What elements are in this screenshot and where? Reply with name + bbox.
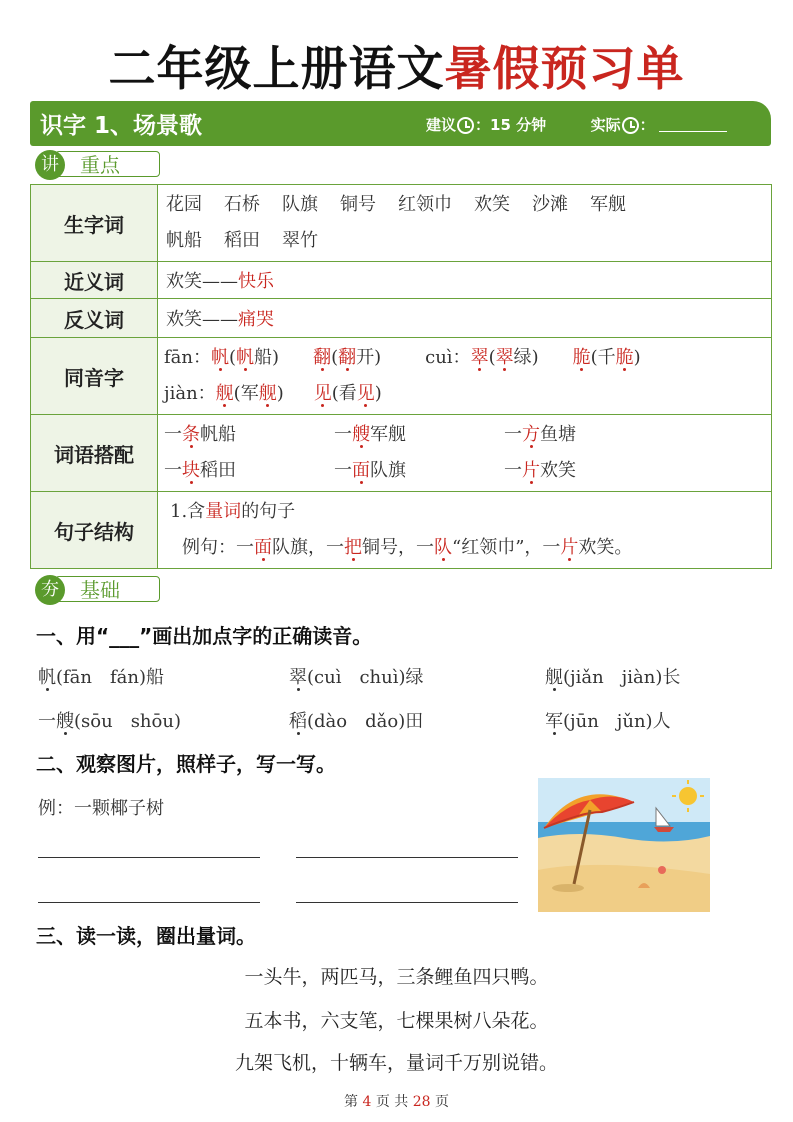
sentence-text: “红领巾”，一 xyxy=(452,537,561,558)
homophone-char: 脆 xyxy=(572,347,591,368)
time-info xyxy=(426,114,727,135)
basic-section-label: 基础 xyxy=(55,576,160,602)
q1-item xyxy=(38,663,164,689)
homophone-char: 翻 xyxy=(338,347,357,368)
noun: 队旗 xyxy=(370,460,406,481)
example-sentence xyxy=(170,530,763,566)
noun: 欢笑 xyxy=(540,460,576,481)
word: 铜号 xyxy=(340,194,376,215)
measure-word: 块 xyxy=(182,460,200,481)
word: 翠竹 xyxy=(282,230,318,251)
key-section-label: 重点 xyxy=(55,151,160,177)
footer-mid: 页 共 xyxy=(375,1094,409,1110)
paren: ) xyxy=(276,383,284,404)
clock-icon xyxy=(457,117,474,134)
q3-heading: 三、读一读，圈出量词。 xyxy=(36,924,256,948)
row-label: 反义词 xyxy=(31,299,158,338)
dotted-char: 翠 xyxy=(289,667,307,688)
measure-word: 面 xyxy=(254,537,272,558)
pinyin-cui: cuì： xyxy=(425,347,471,368)
q1-item xyxy=(545,707,671,733)
homophone-char: 帆 xyxy=(236,347,255,368)
homophone-char: 翠 xyxy=(470,347,489,368)
sentence-type xyxy=(170,494,763,530)
word: 石桥 xyxy=(224,194,260,215)
lesson-title: 识字 1、场景歌 xyxy=(40,113,203,139)
dotted-char: 军 xyxy=(545,711,563,732)
sentence-type-post: 的句子 xyxy=(241,501,296,522)
word: 帆船 xyxy=(166,230,202,251)
word: 红领巾 xyxy=(398,194,452,215)
homophone-char: 帆 xyxy=(211,347,229,368)
q1-item xyxy=(289,663,424,689)
homophone-line2 xyxy=(164,376,763,412)
pinyin-options[interactable]: (cuì chuì) xyxy=(307,667,406,688)
row-label: 生字词 xyxy=(31,185,158,262)
numeral: 一 xyxy=(38,711,56,732)
measure-word: 片 xyxy=(560,537,579,558)
new-words-line2 xyxy=(166,223,763,259)
homophone-line1 xyxy=(164,340,763,376)
q1-item xyxy=(289,707,423,733)
antonym-answer: 痛哭 xyxy=(238,309,274,330)
lecture-icon: 讲 xyxy=(35,150,65,180)
numeral: 一 xyxy=(334,424,352,445)
pinyin-jian: jiàn： xyxy=(164,383,216,404)
row-label: 词语搭配 xyxy=(31,415,158,492)
actual-time-blank[interactable] xyxy=(659,117,727,132)
word: 稻田 xyxy=(224,230,260,251)
paren: ) xyxy=(374,383,382,404)
q1-item xyxy=(38,707,181,733)
dotted-char: 舰 xyxy=(545,667,563,688)
measure-word: 艘 xyxy=(352,424,370,445)
verse-line: 九架飞机，十辆车，量词千万别说错。 xyxy=(234,1052,558,1074)
table-row xyxy=(31,415,772,492)
numeral: 一 xyxy=(504,460,522,481)
word: 欢笑 xyxy=(474,194,510,215)
noun: 鱼塘 xyxy=(540,424,576,445)
collocation xyxy=(504,453,674,489)
example-rest: (千 xyxy=(590,347,616,368)
lesson-bar xyxy=(30,101,771,146)
table-row xyxy=(31,338,772,415)
example-rest: 绿) xyxy=(513,347,539,368)
sentence-text: 队旗，一 xyxy=(272,537,344,558)
homophone-char: 翠 xyxy=(495,347,514,368)
measure-word: 方 xyxy=(522,424,540,445)
collocation xyxy=(334,453,504,489)
footer-post: 页 xyxy=(435,1094,449,1110)
numeral: 一 xyxy=(504,424,522,445)
collocation xyxy=(164,417,334,453)
example-rest: 船) xyxy=(254,347,280,368)
title-part2: 暑假预习单 xyxy=(444,42,685,97)
example-label: 例句： xyxy=(182,537,236,558)
suggest-value: ：15 分钟 xyxy=(475,116,547,134)
title-part1: 二年级上册语文 xyxy=(108,42,445,97)
table-row xyxy=(31,299,772,338)
numeral: 一 xyxy=(164,424,182,445)
numeral: 一 xyxy=(164,460,182,481)
measure-word: 条 xyxy=(182,424,200,445)
homophone-char: 舰 xyxy=(215,383,234,404)
answer-line[interactable] xyxy=(296,857,518,858)
noun: 帆船 xyxy=(200,424,236,445)
q2-heading: 二、观察图片，照样子，写一写。 xyxy=(36,752,336,776)
homophone-char: 翻 xyxy=(313,347,332,368)
word-rest: 人 xyxy=(652,711,671,732)
word-rest: 长 xyxy=(662,667,681,688)
beach-umbrella-picture xyxy=(538,778,710,912)
page-footer xyxy=(0,1091,793,1111)
key-points-table xyxy=(30,184,772,569)
paren: ( xyxy=(331,347,339,368)
measure-word: 队 xyxy=(434,537,452,558)
homophone-char: 舰 xyxy=(258,383,277,404)
dotted-char: 帆 xyxy=(38,667,56,688)
table-row xyxy=(31,262,772,299)
word: 队旗 xyxy=(282,194,318,215)
homophone-char: 见 xyxy=(356,383,375,404)
pinyin-options[interactable]: (jūn jǔn) xyxy=(563,711,653,732)
new-words-line1 xyxy=(166,187,763,223)
row-label: 近义词 xyxy=(31,262,158,299)
paren: ( xyxy=(488,347,496,368)
table-row xyxy=(31,492,772,569)
total-pages: 28 xyxy=(412,1094,431,1110)
synonym-word: 欢笑—— xyxy=(166,271,238,292)
word-rest: 田 xyxy=(405,711,424,732)
numeral: 一 xyxy=(334,460,352,481)
collocation xyxy=(334,417,504,453)
measure-word: 把 xyxy=(344,537,362,558)
pinyin-options[interactable]: (jiǎn jiàn) xyxy=(563,667,663,688)
example-rest: 开) xyxy=(356,347,382,368)
dotted-char: 稻 xyxy=(289,711,307,732)
sentence-type-key: 量词 xyxy=(205,501,242,522)
sentence-type-pre: 1.含 xyxy=(170,501,206,522)
word: 军舰 xyxy=(590,194,626,215)
actual-label: 实际 xyxy=(590,116,621,134)
clock-icon xyxy=(622,117,639,134)
basics-icon: 夯 xyxy=(35,575,65,605)
footer-pre: 第 xyxy=(343,1094,358,1110)
table-row xyxy=(31,185,772,262)
paren: ( xyxy=(229,347,237,368)
measure-word: 面 xyxy=(352,460,370,481)
paren: ) xyxy=(633,347,641,368)
page-number: 4 xyxy=(362,1094,372,1110)
measure-word: 片 xyxy=(522,460,540,481)
actual-colon: ： xyxy=(639,116,655,134)
antonym-word: 欢笑—— xyxy=(166,309,238,330)
sentence-text: 一 xyxy=(236,537,254,558)
homophone-char: 见 xyxy=(313,383,332,404)
example-rest: (看 xyxy=(331,383,357,404)
collocation-line1 xyxy=(164,417,763,453)
dotted-char: 艘 xyxy=(56,711,74,732)
suggest-label: 建议 xyxy=(426,116,457,134)
homophone-char: 脆 xyxy=(615,347,634,368)
verse-line: 一头牛，两匹马，三条鲤鱼四只鸭。 xyxy=(244,966,549,988)
q2-example: 例：一颗椰子树 xyxy=(38,798,164,819)
pinyin-options[interactable]: (dào dǎo) xyxy=(307,711,406,732)
collocation xyxy=(504,417,674,453)
synonym-answer: 快乐 xyxy=(238,271,274,292)
q1-heading: 一、用“___”画出加点字的正确读音。 xyxy=(36,624,373,648)
noun: 军舰 xyxy=(370,424,406,445)
word-rest: 船 xyxy=(146,667,165,688)
collocation xyxy=(164,453,334,489)
verse-line: 五本书，六支笔，七棵果树八朵花。 xyxy=(244,1010,549,1032)
answer-line[interactable] xyxy=(38,902,260,903)
word: 花园 xyxy=(166,194,202,215)
sentence-text: 铜号，一 xyxy=(362,537,434,558)
word: 沙滩 xyxy=(532,194,568,215)
pinyin-fan: fān： xyxy=(164,347,211,368)
row-label: 同音字 xyxy=(31,338,158,415)
q1-item xyxy=(545,663,680,689)
collocation-line2 xyxy=(164,453,763,489)
word-rest: 绿 xyxy=(405,667,424,688)
answer-line[interactable] xyxy=(38,857,260,858)
page-title xyxy=(0,32,793,99)
row-label: 句子结构 xyxy=(31,492,158,569)
noun: 稻田 xyxy=(200,460,236,481)
sentence-text: 欢笑。 xyxy=(578,537,633,558)
example-rest: (军 xyxy=(233,383,259,404)
pinyin-options[interactable]: (sōu shōu) xyxy=(74,711,181,732)
pinyin-options[interactable]: (fān fán) xyxy=(56,667,147,688)
answer-line[interactable] xyxy=(296,902,518,903)
